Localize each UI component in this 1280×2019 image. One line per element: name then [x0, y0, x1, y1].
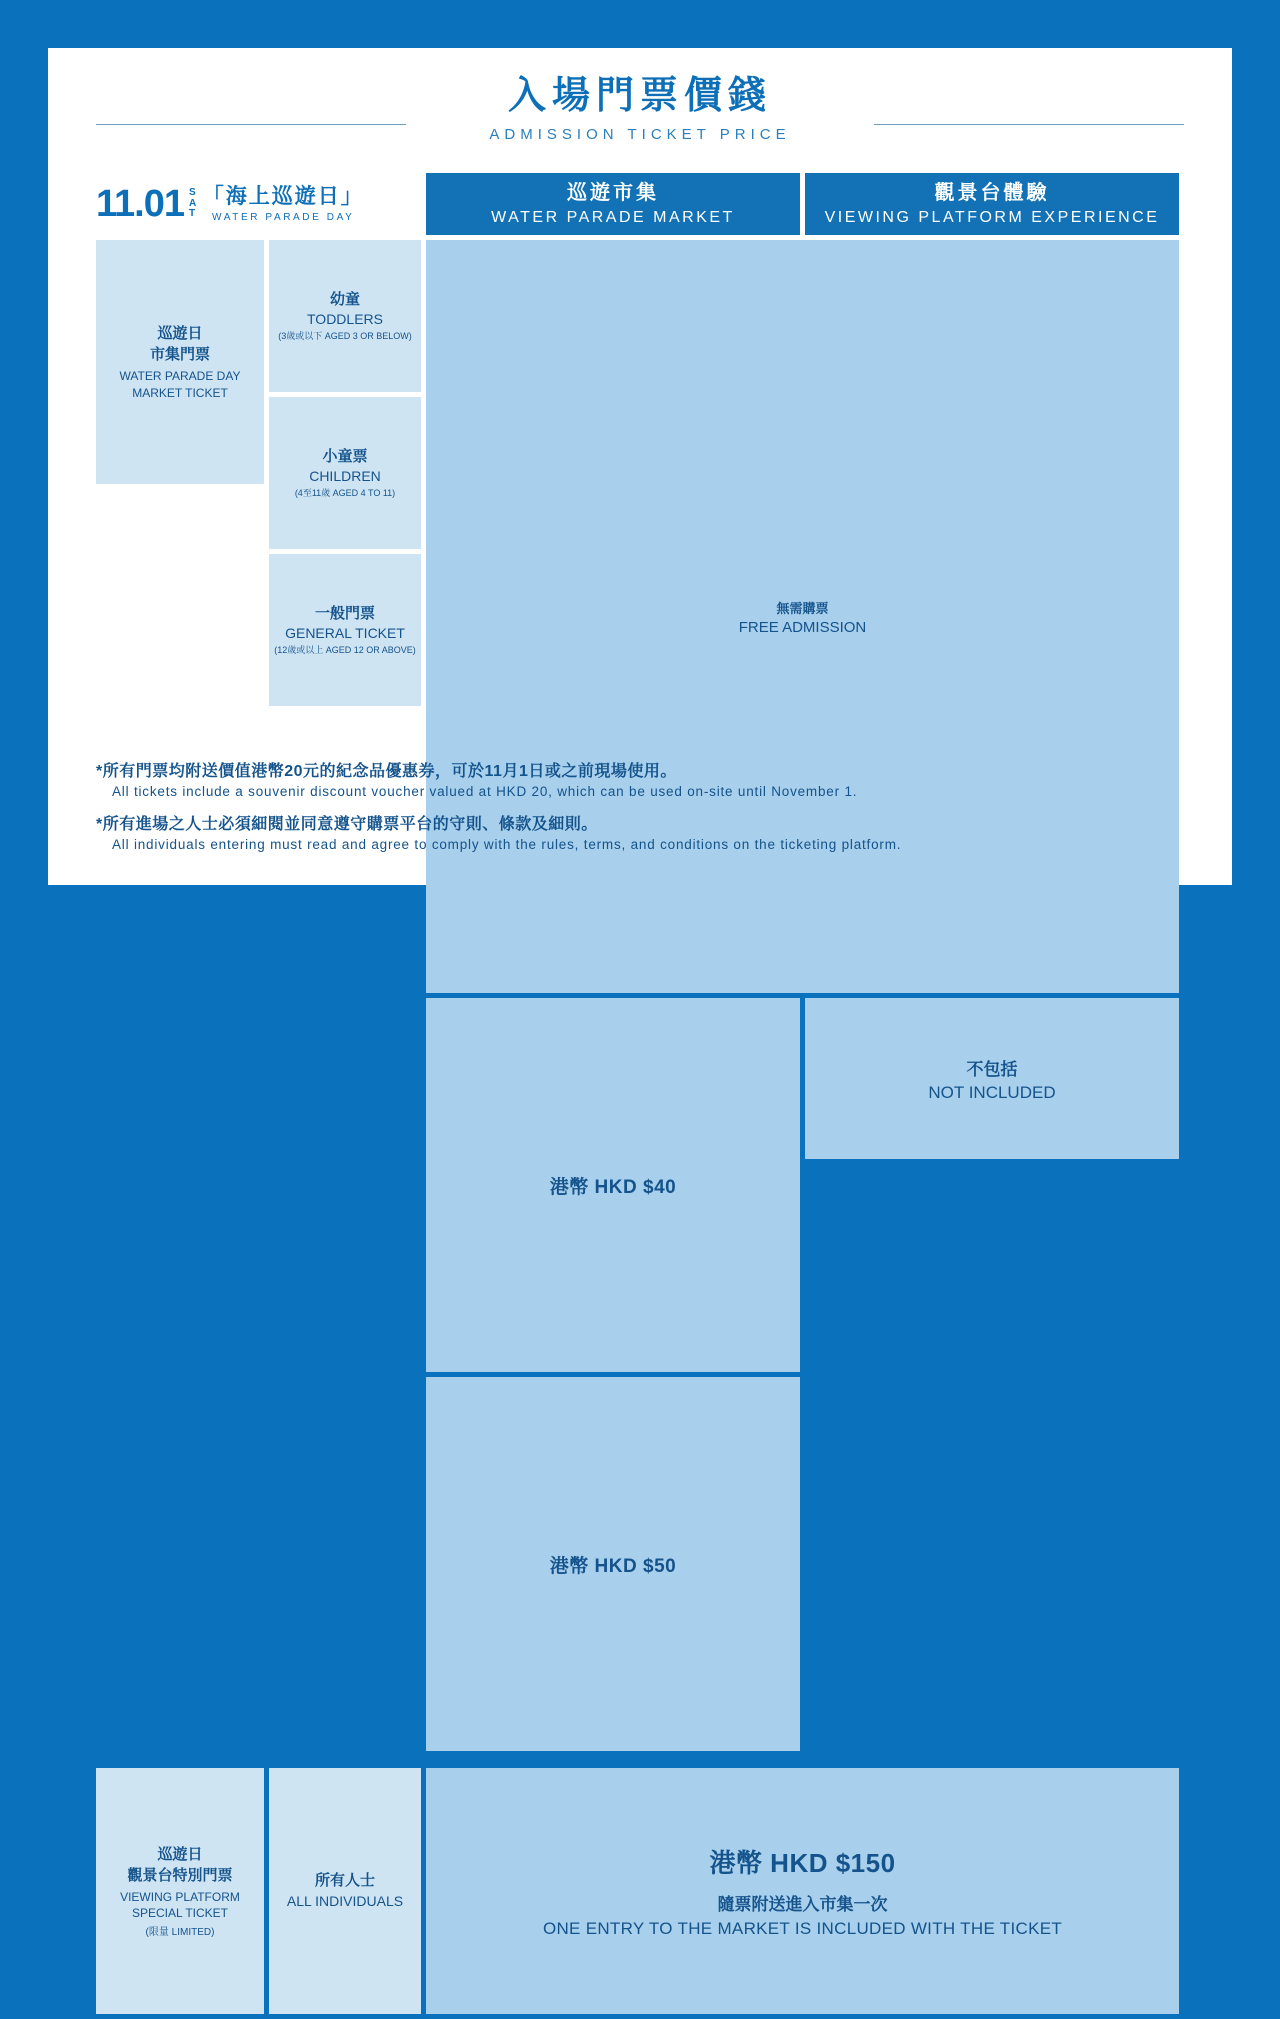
not-included-zh: 不包括 [966, 1059, 1018, 1079]
type-general-note: (12歲或以上 AGED 12 OR ABOVE) [274, 644, 416, 655]
footnote-1-en: All tickets include a souvenir discount voucher valued at HKD 20, which can be used on-site until November 1. [112, 784, 858, 799]
column-header-viewing [805, 173, 1179, 235]
poster-card [48, 48, 1232, 1939]
event-name-chinese: 「海上巡遊日」 [202, 185, 364, 209]
page-title [48, 74, 1232, 143]
row-label-market-ticket [96, 240, 264, 484]
type-toddlers-note: (3歲或以下 AGED 3 OR BELOW) [278, 330, 412, 341]
type-children-en: CHILDREN [309, 467, 381, 484]
footnote-1 [96, 758, 1184, 799]
type-toddlers-en: TODDLERS [307, 310, 383, 327]
column-header-market [426, 173, 800, 235]
type-cell-general [269, 554, 421, 706]
row-label-special-limited: (限量 LIMITED) [145, 1927, 215, 1939]
footnote-2-zh: *所有進場之人士必須細閱並同意遵守購票平台的守則、條款及細則。 [96, 816, 598, 833]
price-special-value: 港幣 HKD $150 [709, 1848, 896, 1878]
price-table [96, 173, 1184, 2019]
column-header-viewing-zh: 觀景台體驗 [934, 182, 1050, 204]
type-column [269, 240, 421, 1751]
event-date-block [96, 173, 421, 235]
event-day-letter-t: T [189, 208, 196, 220]
row-label-market-zh-1: 巡遊日 [157, 325, 203, 343]
table-header-row [96, 173, 1184, 235]
type-all-zh: 所有人士 [314, 1872, 375, 1890]
footnote-1-zh: *所有門票均附送價值港幣20元的紀念品優惠券，可於11月1日或之前現場使用。 [96, 763, 677, 780]
price-children-market [426, 998, 800, 1372]
column-header-market-en: WATER PARADE MARKET [491, 209, 735, 226]
type-children-note: (4至11歲 AGED 4 TO 11) [294, 487, 396, 498]
column-header-market-zh: 巡遊市集 [567, 182, 659, 204]
row-label-viewing-special [96, 1768, 264, 2014]
event-name-block [203, 185, 364, 222]
footnote-2 [96, 811, 1184, 852]
event-day-abbrev [189, 188, 197, 220]
row-label-market-en-2: MARKET TICKET [132, 385, 228, 400]
type-general-zh: 一般門票 [314, 604, 375, 622]
group-market-ticket [96, 240, 1184, 1751]
price-special-detail-en: ONE ENTRY TO THE MARKET IS INCLUDED WITH THE TICKET [542, 1919, 1063, 1938]
event-day-letter-s: S [189, 187, 197, 199]
type-cell-all-individuals [269, 1768, 421, 2014]
price-special-detail-zh: 隨票附送進入市集一次 [717, 1895, 888, 1914]
type-children-zh: 小童票 [322, 447, 368, 465]
group-viewing-special-ticket [96, 1768, 1184, 2014]
type-toddlers-zh: 幼童 [329, 290, 360, 308]
value-free-admission [426, 240, 1179, 993]
title-rule-left [96, 124, 406, 125]
row-label-market-en-1: WATER PARADE DAY [119, 369, 241, 384]
free-admission-zh: 無需購票 [776, 600, 829, 616]
event-name-english: WATER PARADE DAY [212, 211, 355, 223]
row-label-special-en-2: SPECIAL TICKET [131, 1906, 229, 1920]
event-day-letter-a: A [189, 197, 197, 209]
value-rows-lower [426, 998, 1179, 1751]
value-viewing-not-included [805, 998, 1179, 1159]
type-cell-toddlers [269, 240, 421, 392]
price-children-value: 港幣 HKD $40 [549, 1176, 677, 1198]
type-cell-children [269, 397, 421, 549]
not-included-en: NOT INCLUDED [928, 1082, 1056, 1102]
footnotes [96, 758, 1184, 864]
title-english: ADMISSION TICKET PRICE [489, 125, 791, 143]
row-label-special-en-1: VIEWING PLATFORM [120, 1889, 240, 1904]
row-label-market-zh-2: 市集門票 [149, 346, 210, 364]
market-price-column [426, 998, 800, 1751]
event-date: 11.01 [96, 183, 184, 225]
column-header-viewing-en: VIEWING PLATFORM EXPERIENCE [824, 209, 1160, 226]
value-columns [426, 240, 1179, 1751]
footnote-2-en: All individuals entering must read and agree to comply with the rules, terms, and conditions on the ticketing platform. [112, 837, 902, 852]
title-rule-right [874, 124, 1184, 125]
type-all-en: ALL INDIVIDUALS [286, 1892, 404, 1909]
title-chinese: 入場門票價錢 [507, 75, 772, 117]
value-special-ticket [426, 1768, 1179, 2014]
free-admission-en: FREE ADMISSION [738, 618, 867, 636]
group-spacer [96, 1756, 1184, 1768]
row-label-special-zh-1: 巡遊日 [157, 1845, 203, 1863]
price-general-value: 港幣 HKD $50 [549, 1555, 677, 1577]
type-general-en: GENERAL TICKET [285, 624, 405, 641]
row-label-special-zh-2: 觀景台特別門票 [127, 1866, 233, 1884]
price-general-market [426, 1377, 800, 1751]
